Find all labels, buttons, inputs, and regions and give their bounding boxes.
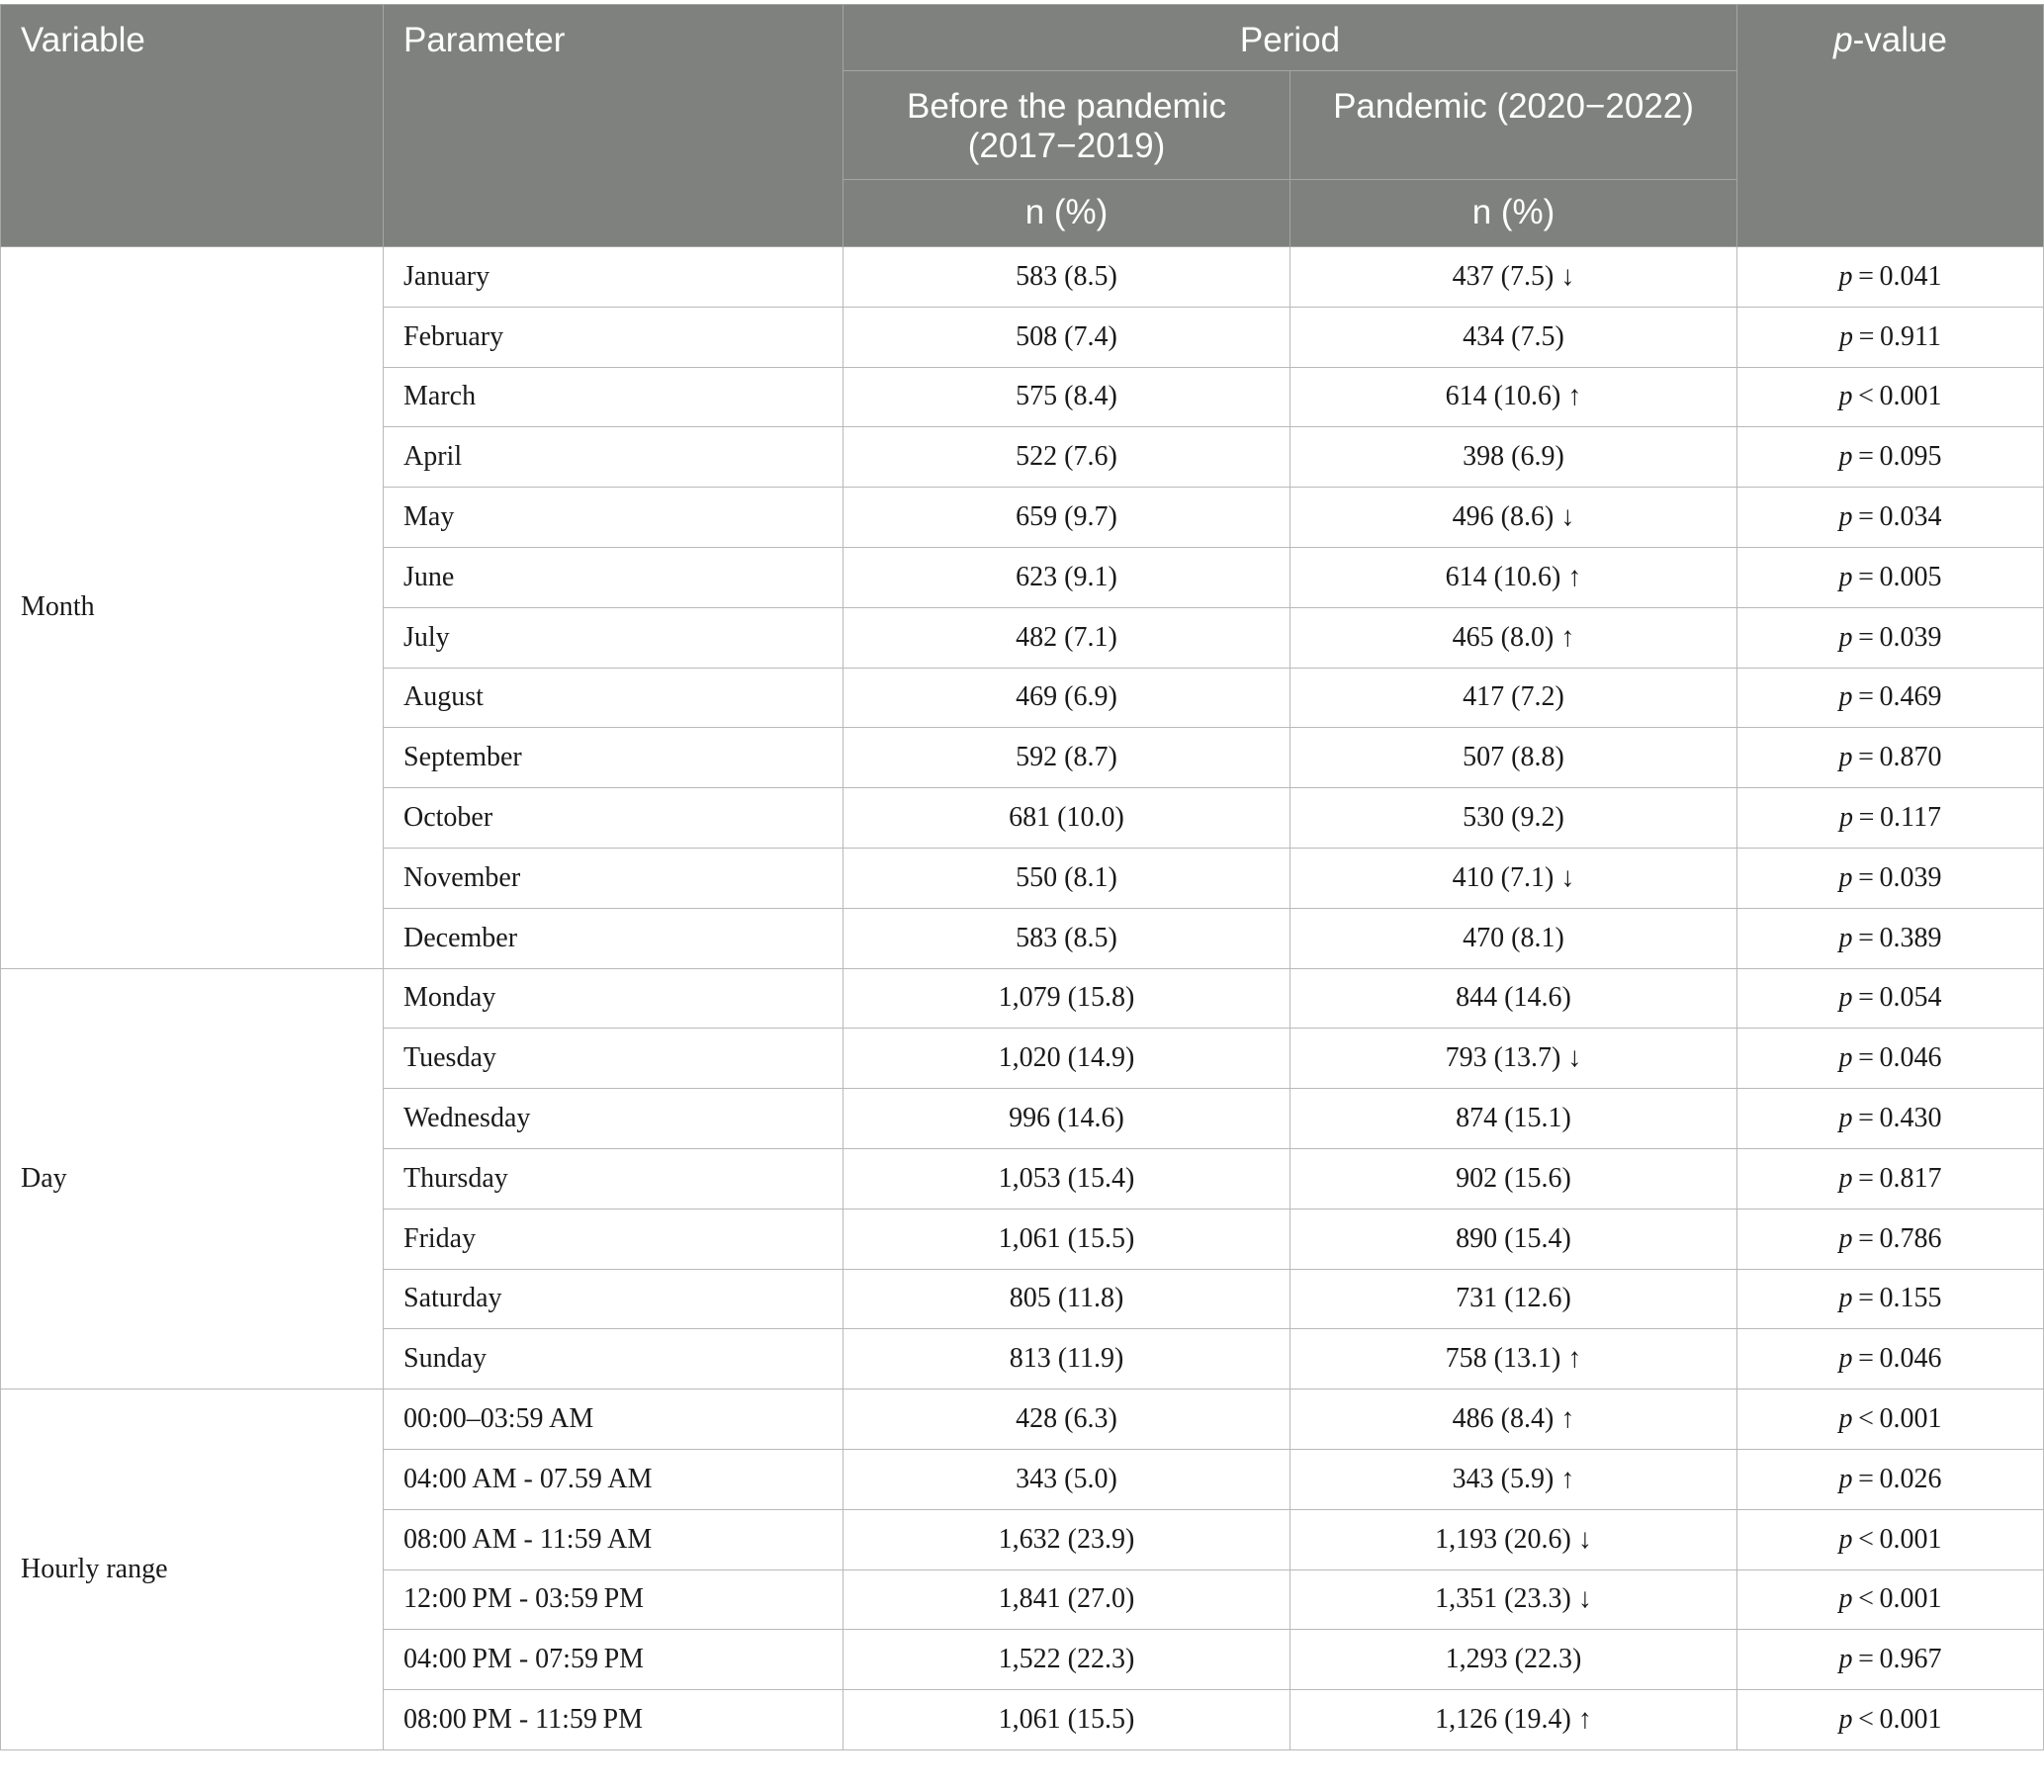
parameter-cell: Thursday (384, 1148, 844, 1209)
pandemic-cell: 343 (5.9) ↑ (1290, 1449, 1737, 1509)
pandemic-cell: 793 (13.7) ↓ (1290, 1029, 1737, 1089)
pandemic-cell: 1,293 (22.3) (1290, 1630, 1737, 1690)
p-value-cell: p = 0.430 (1737, 1089, 2044, 1149)
before-pandemic-cell: 592 (8.7) (844, 728, 1290, 788)
pandemic-cell: 731 (12.6) (1290, 1269, 1737, 1329)
before-pandemic-cell: 522 (7.6) (844, 427, 1290, 488)
p-value-cell: p = 0.967 (1737, 1630, 2044, 1690)
header-p-italic: p (1833, 21, 1853, 59)
before-pandemic-cell: 1,053 (15.4) (844, 1148, 1290, 1209)
parameter-cell: February (384, 307, 844, 367)
parameter-cell: Sunday (384, 1329, 844, 1389)
before-pandemic-cell: 428 (6.3) (844, 1389, 1290, 1450)
before-pandemic-cell: 575 (8.4) (844, 367, 1290, 427)
pandemic-cell: 507 (8.8) (1290, 728, 1737, 788)
before-pandemic-cell: 805 (11.8) (844, 1269, 1290, 1329)
before-pandemic-cell: 1,632 (23.9) (844, 1509, 1290, 1569)
variable-cell: Hourly range (1, 1389, 384, 1750)
header-n-pct-pandemic: n (%) (1290, 180, 1737, 247)
header-variable: Variable (1, 5, 384, 247)
parameter-cell: May (384, 488, 844, 548)
pandemic-cell: 614 (10.6) ↑ (1290, 547, 1737, 607)
header-before-line1: Before the pandemic (907, 87, 1226, 126)
before-pandemic-cell: 1,020 (14.9) (844, 1029, 1290, 1089)
variable-cell: Month (1, 247, 384, 969)
p-value-cell: p = 0.817 (1737, 1148, 2044, 1209)
header-pandemic: Pandemic (2020−2022) (1290, 71, 1737, 180)
header-period: Period (844, 5, 1737, 71)
parameter-cell: December (384, 908, 844, 968)
p-value-cell: p < 0.001 (1737, 1690, 2044, 1750)
header-before-line2: (2017−2019) (967, 127, 1166, 165)
parameter-cell: 04:00 PM - 07:59 PM (384, 1630, 844, 1690)
p-value-cell: p = 0.095 (1737, 427, 2044, 488)
before-pandemic-cell: 1,079 (15.8) (844, 968, 1290, 1029)
before-pandemic-cell: 1,061 (15.5) (844, 1690, 1290, 1750)
p-value-cell: p = 0.786 (1737, 1209, 2044, 1269)
p-value-cell: p = 0.117 (1737, 788, 2044, 849)
before-pandemic-cell: 996 (14.6) (844, 1089, 1290, 1149)
parameter-cell: 08:00 PM - 11:59 PM (384, 1690, 844, 1750)
table-row (1, 1389, 2044, 1450)
p-value-cell: p = 0.039 (1737, 848, 2044, 908)
parameter-cell: 12:00 PM - 03:59 PM (384, 1569, 844, 1630)
pandemic-cell: 758 (13.1) ↑ (1290, 1329, 1737, 1389)
p-value-cell: p = 0.155 (1737, 1269, 2044, 1329)
pandemic-cell: 496 (8.6) ↓ (1290, 488, 1737, 548)
header-p-value (1737, 5, 2044, 247)
p-value-cell: p = 0.469 (1737, 668, 2044, 728)
header-parameter: Parameter (384, 5, 844, 247)
p-value-cell: p = 0.039 (1737, 607, 2044, 668)
before-pandemic-cell: 623 (9.1) (844, 547, 1290, 607)
parameter-cell: 00:00–03:59 AM (384, 1389, 844, 1450)
p-value-cell: p < 0.001 (1737, 1389, 2044, 1450)
parameter-cell: April (384, 427, 844, 488)
p-value-cell: p = 0.054 (1737, 968, 2044, 1029)
parameter-cell: August (384, 668, 844, 728)
parameter-cell: September (384, 728, 844, 788)
before-pandemic-cell: 681 (10.0) (844, 788, 1290, 849)
p-value-cell: p < 0.001 (1737, 1509, 2044, 1569)
p-value-cell: p = 0.026 (1737, 1449, 2044, 1509)
parameter-cell: Monday (384, 968, 844, 1029)
header-n-pct-before: n (%) (844, 180, 1290, 247)
header-before-pandemic (844, 71, 1290, 180)
table-row (1, 968, 2044, 1029)
p-value-cell: p = 0.046 (1737, 1329, 2044, 1389)
pandemic-cell: 470 (8.1) (1290, 908, 1737, 968)
variable-cell: Day (1, 968, 384, 1389)
p-value-cell: p = 0.911 (1737, 307, 2044, 367)
before-pandemic-cell: 1,841 (27.0) (844, 1569, 1290, 1630)
pandemic-cell: 902 (15.6) (1290, 1148, 1737, 1209)
before-pandemic-cell: 343 (5.0) (844, 1449, 1290, 1509)
parameter-cell: Wednesday (384, 1089, 844, 1149)
table-header (1, 5, 2044, 247)
p-value-cell: p = 0.046 (1737, 1029, 2044, 1089)
parameter-cell: Saturday (384, 1269, 844, 1329)
before-pandemic-cell: 659 (9.7) (844, 488, 1290, 548)
table-row (1, 247, 2044, 308)
pandemic-cell: 1,126 (19.4) ↑ (1290, 1690, 1737, 1750)
p-value-cell: p = 0.005 (1737, 547, 2044, 607)
pandemic-cell: 434 (7.5) (1290, 307, 1737, 367)
parameter-cell: November (384, 848, 844, 908)
pandemic-cell: 890 (15.4) (1290, 1209, 1737, 1269)
pandemic-cell: 614 (10.6) ↑ (1290, 367, 1737, 427)
data-table (0, 4, 2044, 1750)
p-value-cell: p = 0.870 (1737, 728, 2044, 788)
before-pandemic-cell: 550 (8.1) (844, 848, 1290, 908)
table-body (1, 247, 2044, 1750)
before-pandemic-cell: 583 (8.5) (844, 908, 1290, 968)
pandemic-cell: 410 (7.1) ↓ (1290, 848, 1737, 908)
p-value-cell: p = 0.034 (1737, 488, 2044, 548)
before-pandemic-cell: 508 (7.4) (844, 307, 1290, 367)
parameter-cell: 04:00 AM - 07.59 AM (384, 1449, 844, 1509)
p-value-cell: p < 0.001 (1737, 367, 2044, 427)
pandemic-cell: 1,351 (23.3) ↓ (1290, 1569, 1737, 1630)
pandemic-cell: 398 (6.9) (1290, 427, 1737, 488)
p-value-cell: p < 0.001 (1737, 1569, 2044, 1630)
parameter-cell: 08:00 AM - 11:59 AM (384, 1509, 844, 1569)
before-pandemic-cell: 813 (11.9) (844, 1329, 1290, 1389)
pandemic-cell: 486 (8.4) ↑ (1290, 1389, 1737, 1450)
parameter-cell: January (384, 247, 844, 308)
pandemic-cell: 437 (7.5) ↓ (1290, 247, 1737, 308)
p-value-cell: p = 0.041 (1737, 247, 2044, 308)
parameter-cell: Friday (384, 1209, 844, 1269)
parameter-cell: June (384, 547, 844, 607)
before-pandemic-cell: 482 (7.1) (844, 607, 1290, 668)
pandemic-cell: 530 (9.2) (1290, 788, 1737, 849)
before-pandemic-cell: 1,522 (22.3) (844, 1630, 1290, 1690)
parameter-cell: July (384, 607, 844, 668)
pandemic-cell: 465 (8.0) ↑ (1290, 607, 1737, 668)
parameter-cell: October (384, 788, 844, 849)
pandemic-cell: 874 (15.1) (1290, 1089, 1737, 1149)
before-pandemic-cell: 469 (6.9) (844, 668, 1290, 728)
p-value-cell: p = 0.389 (1737, 908, 2044, 968)
pandemic-cell: 1,193 (20.6) ↓ (1290, 1509, 1737, 1569)
before-pandemic-cell: 1,061 (15.5) (844, 1209, 1290, 1269)
before-pandemic-cell: 583 (8.5) (844, 247, 1290, 308)
pandemic-cell: 417 (7.2) (1290, 668, 1737, 728)
header-p-rest: -value (1852, 21, 1947, 59)
pandemic-cell: 844 (14.6) (1290, 968, 1737, 1029)
parameter-cell: Tuesday (384, 1029, 844, 1089)
parameter-cell: March (384, 367, 844, 427)
